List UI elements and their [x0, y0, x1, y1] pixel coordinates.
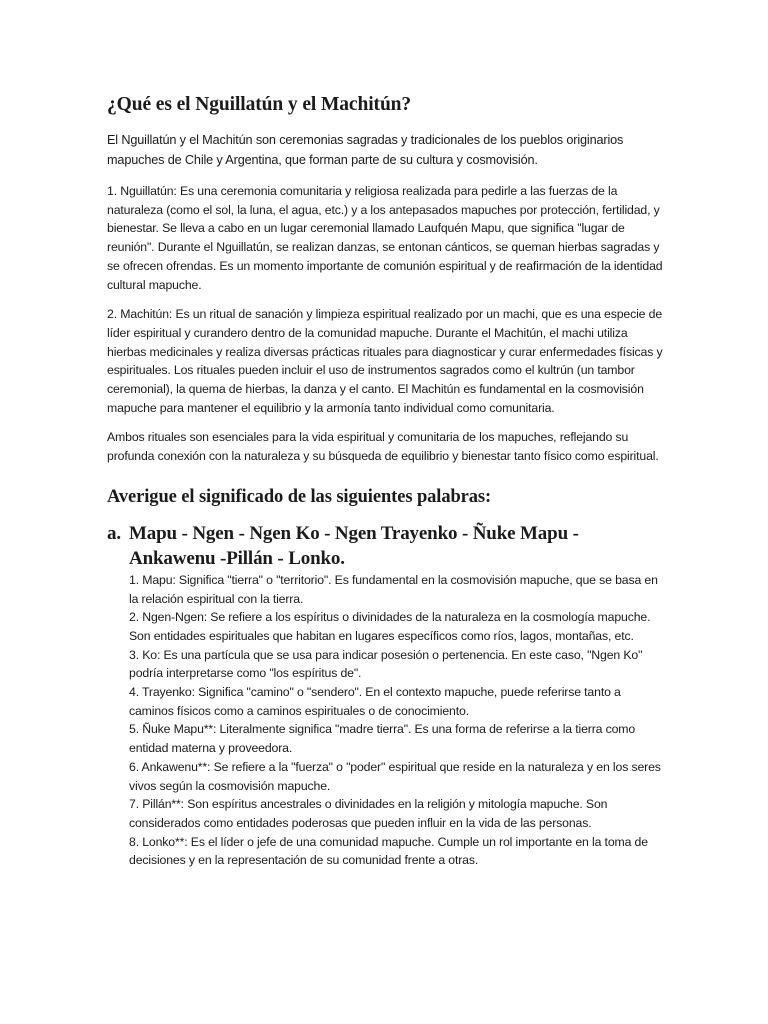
intro-paragraph: El Nguillatún y el Machitún son ceremonias sagradas y tradicionales de los pueblos originarios mapuches de Chile y Argentina, que forman parte de su cultura y cosmovisión.: [107, 133, 624, 167]
section-title: Averigue el significado de las siguientes palabras:: [107, 486, 492, 507]
word-list-heading: [107, 521, 667, 571]
definition-lonko: 8. Lonko**: Es el líder o jefe de una comunidad mapuche. Cumple un rol importante en la toma de decisiones y en la representación de su comunidad frente a otras.: [129, 834, 648, 868]
list-marker: a.: [107, 522, 121, 544]
paragraph-nguillatun: 1. Nguillatún: Es una ceremonia comunitaria y religiosa realizada para pedirle a las fuerzas de la naturaleza (como el sol, la luna, el agua, etc.) y a los antepasados mapuches por protección, fertilidad, y bienestar. Se lleva a cabo en un lugar ceremonial llamado Laufquén Mapu, que significa "lugar de reunión". Durante el Nguillatún, se realizan danzas, se entonan cánticos, se queman hierbas sagradas y se ofrecen ofrendas. Es un momento importante de comunión espiritual y de reafirmación de la identidad cultural mapuche.: [107, 184, 663, 292]
definition-nuke-mapu: 5. Ñuke Mapu**: Literalmente significa "madre tierra". Es una forma de referirse a la tierra como entidad materna y proveedora.: [129, 722, 636, 756]
definition-ankawenu: 6. Ankawenu**: Se refiere a la "fuerza" o "poder" espiritual que reside en la naturaleza y en los seres vivos según la cosmovisión mapuche.: [129, 759, 661, 793]
page-title: ¿Qué es el Nguillatún y el Machitún?: [107, 94, 412, 115]
definitions-list: [107, 571, 667, 870]
word-list-text: Mapu - Ngen - Ngen Ko - Ngen Trayenko - Ñuke Mapu - Ankawenu -Pillán - Lonko.: [129, 522, 579, 569]
definition-ko: 3. Ko: Es una partícula que se usa para indicar posesión o pertenencia. En este caso, "Ngen Ko" podría interpretarse como "los espíritus de".: [129, 647, 643, 681]
paragraph-machitun: 2. Machitún: Es un ritual de sanación y limpieza espiritual realizado por un machi, que es una especie de líder espiritual y curandero dentro de la comunidad mapuche. Durante el Machitún, el machi utiliza hierbas medicinales y realiza diversas prácticas rituales para diagnosticar y curar enfermedades físicas y espirituales. Los rituales pueden incluir el uso de instrumentos sagrados como el kultrún (un tambor ceremonial), la quema de hierbas, la danza y el canto. El Machitún es fundamental en la cosmovisión mapuche para mantener el equilibrio y la armonía tanto individual como comunitaria.: [107, 307, 663, 415]
definition-ngen-ngen: 2. Ngen-Ngen: Se refiere a los espíritus o divinidades de la naturaleza en la cosmología mapuche. Son entidades espirituales que habitan en lugares específicos como ríos, lagos, montañas, etc.: [129, 610, 651, 643]
definition-trayenko: 4. Trayenko: Significa "camino" o "sendero". En el contexto mapuche, puede referirse tanto a caminos físicos como a caminos espirituales o de conocimiento.: [129, 685, 621, 718]
definition-pillan: 7. Pillán**: Son espíritus ancestrales o divinidades en la religión y mitología mapuche. Son considerados como entidades poderosas que pueden influir en la vida de las personas.: [129, 797, 608, 830]
paragraph-conclusion: Ambos rituales son esenciales para la vida espiritual y comunitaria de los mapuches, reflejando su profunda conexión con la naturaleza y su búsqueda de equilibrio y bienestar tanto físico como espiritual.: [107, 430, 659, 464]
definition-mapu: 1. Mapu: Significa "tierra" o "territorio". Es fundamental en la cosmovisión mapuche, que se basa en la relación espiritual con la tierra.: [129, 572, 658, 606]
document-page: [107, 92, 667, 870]
